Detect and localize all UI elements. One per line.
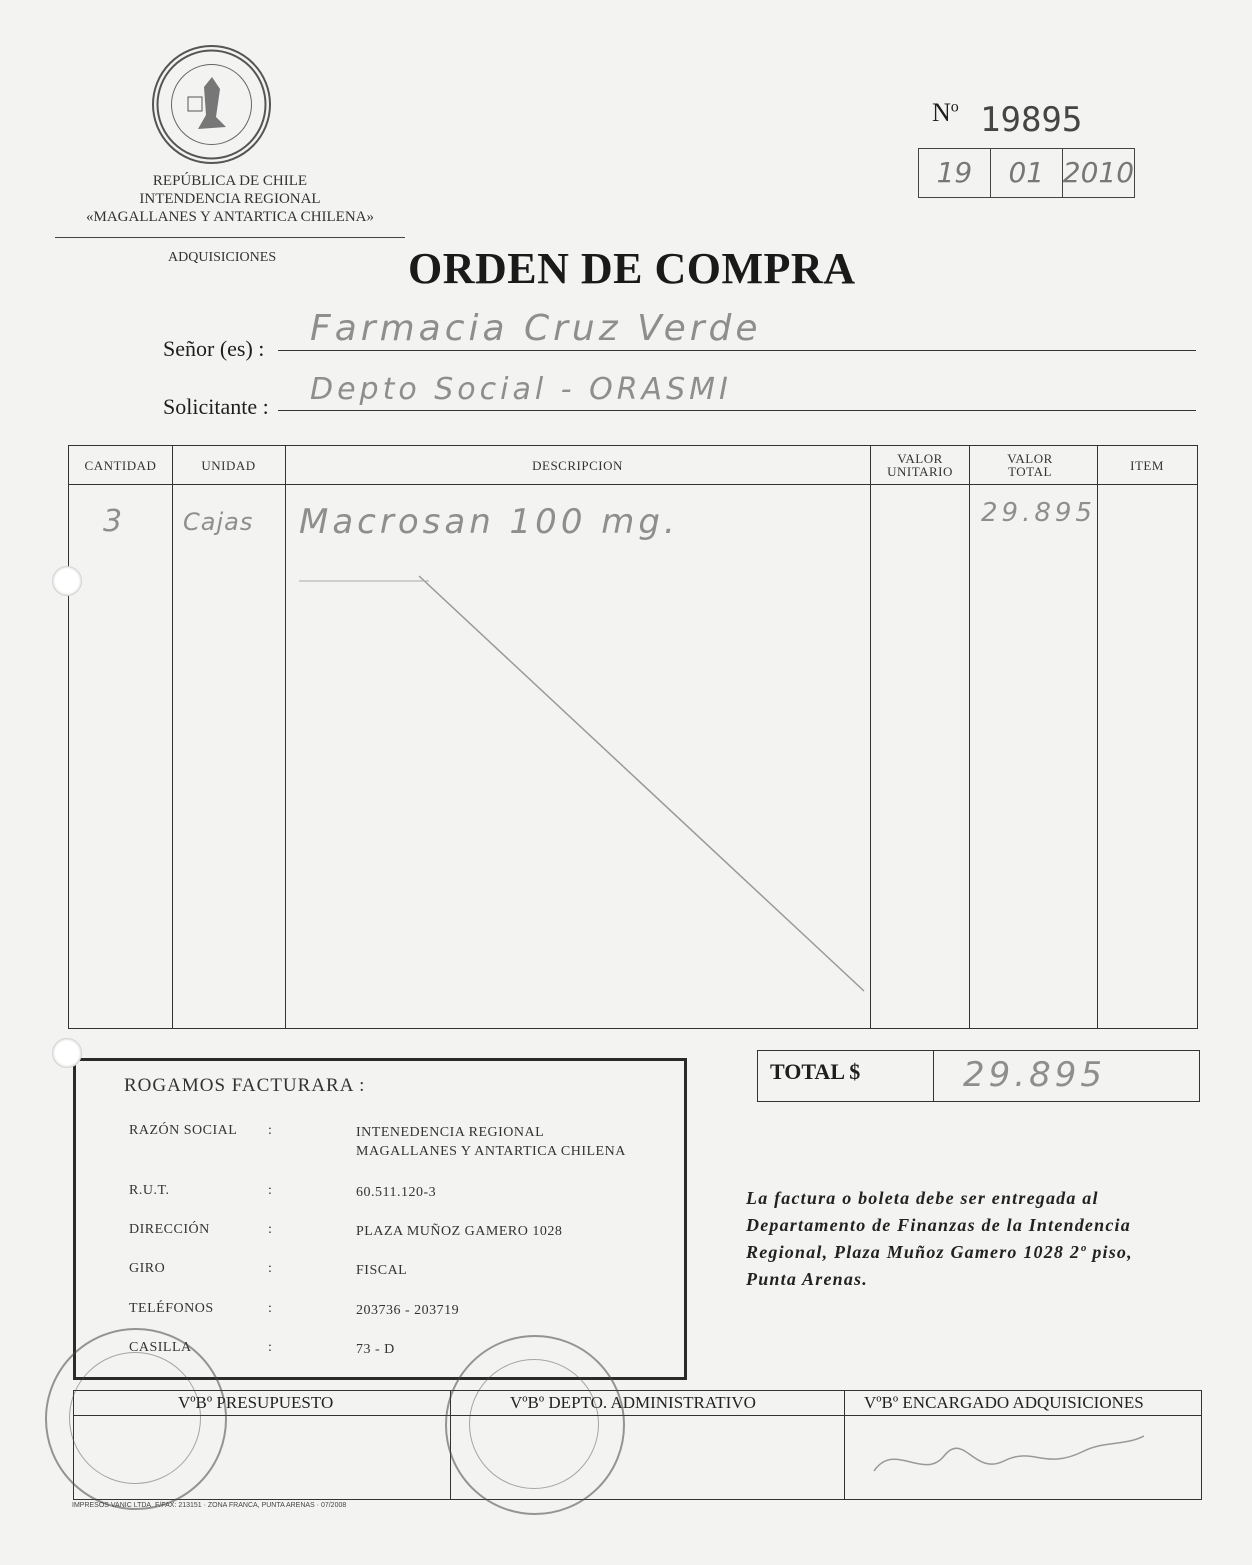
billing-value: FISCAL [356, 1263, 408, 1278]
department-label: ADQUISICIONES [168, 250, 277, 265]
punch-hole [52, 566, 82, 596]
solicitante-value[interactable]: Depto Social - ORASMI [310, 372, 732, 407]
stamp-inner-ring [69, 1352, 201, 1484]
signature-scribble[interactable] [854, 1421, 1154, 1491]
header-cantidad: CANTIDAD [84, 457, 157, 473]
billing-key: CASILLA [129, 1340, 192, 1355]
total-divider [933, 1051, 934, 1101]
billing-colon: : [268, 1261, 273, 1276]
billing-colon: : [268, 1222, 273, 1237]
billing-title: ROGAMOS FACTURARA : [124, 1075, 366, 1096]
order-number: 19895 [980, 100, 1083, 140]
approval-adquisiciones-label: VºBº ENCARGADO ADQUISICIONES [864, 1393, 1144, 1412]
total-value[interactable]: 29.895 [963, 1055, 1106, 1095]
senor-value[interactable]: Farmacia Cruz Verde [310, 308, 762, 349]
billing-value: 73 - D [356, 1342, 395, 1357]
billing-value: 203736 - 203719 [356, 1303, 460, 1318]
billing-colon: : [268, 1183, 273, 1198]
approval-depto-admin-label: VºBº DEPTO. ADMINISTRATIVO [510, 1393, 756, 1412]
senor-line [278, 350, 1196, 351]
punch-hole [52, 1038, 82, 1068]
billing-key: RAZÓN SOCIAL [129, 1123, 238, 1138]
header-descripcion: DESCRIPCION [532, 457, 623, 473]
approval-divider [844, 1391, 845, 1499]
approval-header-rule [74, 1415, 1201, 1416]
solicitante-label: Solicitante : [163, 394, 269, 419]
date-box [918, 148, 1135, 198]
finance-stamp-left [45, 1328, 227, 1510]
header-valor-unitario: VALOR UNITARIO [887, 451, 953, 479]
cell-valor-total[interactable]: 29.895 [981, 498, 1096, 528]
organization-block [55, 172, 405, 226]
billing-colon: : [268, 1340, 273, 1355]
strike-through-line [69, 446, 1197, 1028]
header-divider [55, 237, 405, 238]
finance-stamp-center [445, 1335, 625, 1515]
date-day: 19 [919, 149, 991, 197]
cell-unidad[interactable]: Cajas [183, 508, 254, 536]
billing-key: DIRECCIÓN [129, 1222, 210, 1237]
billing-key: GIRO [129, 1261, 166, 1276]
org-line-republic: REPÚBLICA DE CHILE [152, 173, 308, 189]
header-valor-total: VALOR TOTAL [1007, 451, 1053, 479]
billing-value: INTENEDENCIA REGIONAL MAGALLANES Y ANTARTICA CHILENA [356, 1125, 626, 1159]
billing-key: TELÉFONOS [129, 1301, 214, 1316]
total-box [757, 1050, 1200, 1102]
billing-value: PLAZA MUÑOZ GAMERO 1028 [356, 1224, 563, 1239]
items-table [68, 445, 1198, 1029]
cell-descripcion[interactable]: Macrosan 100 mg. [299, 502, 679, 542]
document-title: ORDEN DE COMPRA [408, 244, 856, 293]
date-month: 01 [991, 149, 1063, 197]
header-unidad: UNIDAD [201, 457, 256, 473]
solicitante-line [278, 410, 1196, 411]
cell-cantidad[interactable]: 3 [103, 504, 127, 539]
approval-box [73, 1390, 1202, 1500]
invoice-notice: La factura o boleta debe ser entregada al Departamento de Finanzas de la Intendencia Regional, Plaza Muñoz Gamero 1028 2º piso, Punta Arenas. [746, 1188, 1133, 1289]
org-line-intendencia: INTENDENCIA REGIONAL [139, 191, 321, 207]
stamp-inner-ring [469, 1359, 599, 1489]
order-number-label: $N^o$ [932, 98, 959, 127]
senor-label: Señor (es) : [163, 336, 265, 361]
regional-seal-logo [152, 45, 271, 164]
billing-box [73, 1058, 687, 1380]
approval-presupuesto-label: VºBº PRESUPUESTO [178, 1393, 334, 1412]
date-year: 2010 [1062, 156, 1135, 189]
billing-colon: : [268, 1123, 273, 1138]
total-label: TOTAL $ [770, 1059, 861, 1084]
billing-colon: : [268, 1301, 273, 1316]
billing-key: R.U.T. [129, 1183, 170, 1198]
header-item: ITEM [1130, 457, 1164, 473]
printer-footer: IMPRESOS VANIC LTDA. F/FAX: 213151 · ZONA FRANCA, PUNTA ARENAS · 07/2008 [72, 1502, 347, 1509]
org-line-region: «MAGALLANES Y ANTARTICA CHILENA» [85, 209, 375, 225]
billing-value: 60.511.120-3 [356, 1185, 437, 1200]
